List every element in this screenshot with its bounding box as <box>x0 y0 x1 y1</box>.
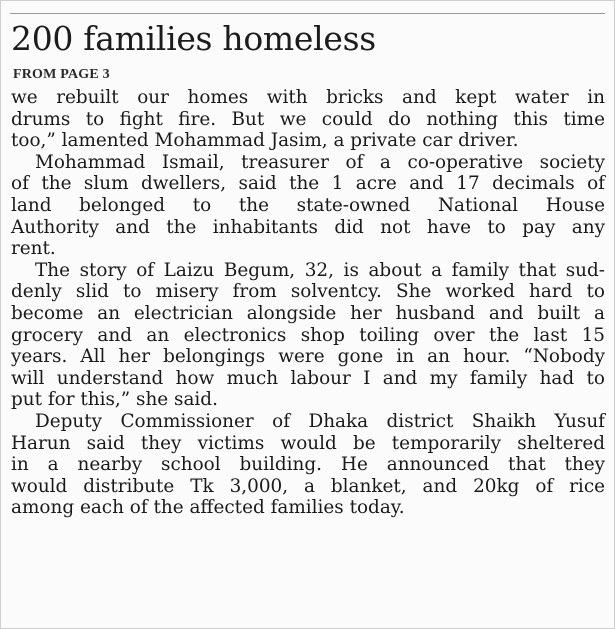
body-line: too,” lamented Mohammad Jasim, a private car driver. <box>11 130 519 152</box>
body-line: would distribute Tk 3,000, a blanket, and 20kg of rice <box>11 475 605 497</box>
jump-line: FROM PAGE 3 <box>13 67 110 82</box>
body-line: in a nearby school building. He announced that they <box>11 454 605 476</box>
body-line: of the slum dwellers, said the 1 acre and 17 decimals of <box>11 173 605 195</box>
body-line: land belonged to the state-owned National House <box>11 194 605 216</box>
body-line: Mohammad Ismail, treasurer of a co-operative society <box>35 151 605 173</box>
body-line: Deputy Commissioner of Dhaka district Shaikh Yusuf <box>35 410 605 432</box>
body-line: drums to fight fire. But we could do nothing this time <box>11 108 605 130</box>
body-line: grocery and an electronics shop toiling over the last 15 <box>11 324 605 346</box>
article-body <box>11 87 605 519</box>
top-rule <box>10 13 605 14</box>
body-line: Authority and the inhabitants did not have to pay any <box>11 216 605 238</box>
body-line: among each of the affected families today. <box>11 497 405 519</box>
body-line: denly slid to misery from solventcy. She worked hard to <box>11 281 605 303</box>
body-line: will understand how much labour I and my family had to <box>11 367 605 389</box>
headline: 200 families homeless <box>11 19 376 58</box>
body-line: we rebuilt our homes with bricks and kept water in <box>11 87 605 108</box>
body-line: rent. <box>11 238 56 260</box>
body-line: put for this,” she said. <box>11 389 218 411</box>
body-line: years. All her belongings were gone in an hour. “Nobody <box>11 346 605 368</box>
body-line: The story of Laizu Begum, 32, is about a family that sud- <box>35 259 605 281</box>
body-line: Harun said they victims would be temporarily sheltered <box>11 432 605 454</box>
body-line: become an electrician alongside her husband and built a <box>11 302 605 324</box>
